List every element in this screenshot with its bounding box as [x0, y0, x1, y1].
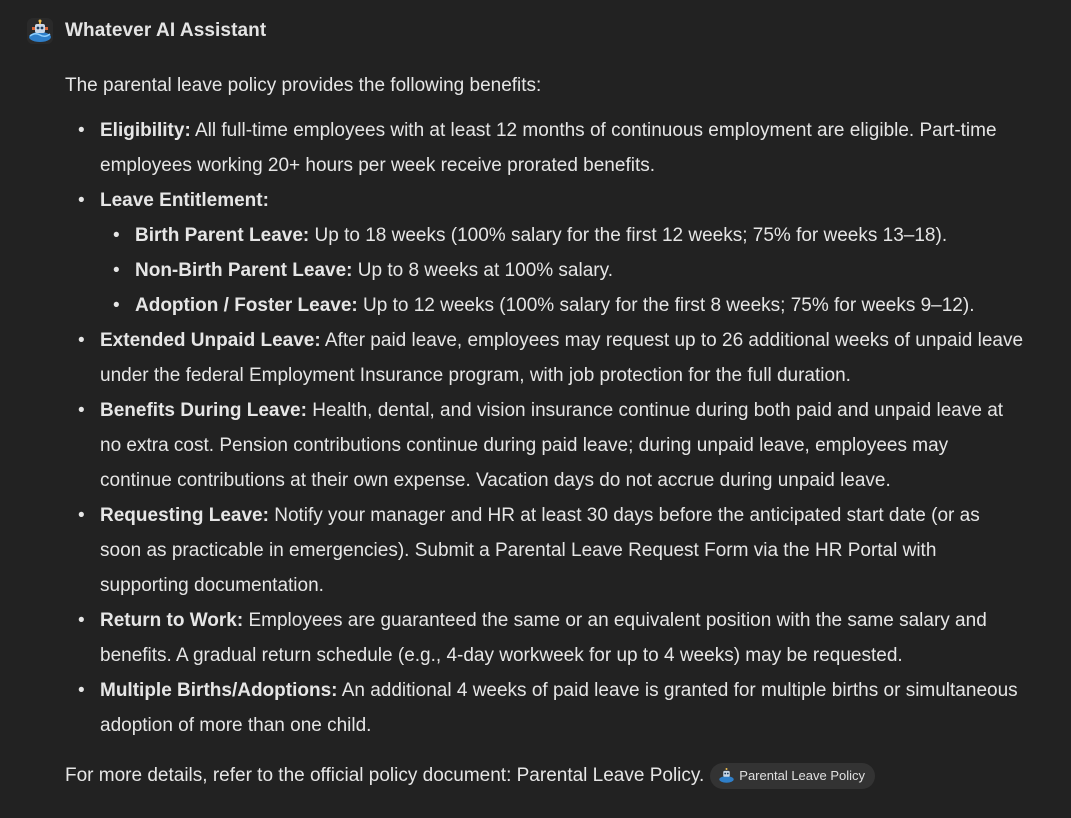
list-item-text: Health, dental, and vision insurance continue during both paid and unpaid leave at no extra cost. Pension contributions continue during paid leave; during unpaid leave, employees may continue contributions at their own expense. Vacation days do not accrue during unpaid leave. — [100, 400, 1004, 491]
sublist-item-text: Up to 8 weeks at 100% salary. — [352, 260, 613, 281]
citation-chip[interactable] — [710, 763, 875, 789]
list-item-extended-unpaid-leave — [100, 323, 1025, 393]
list-item-label: Eligibility: — [100, 120, 191, 141]
assistant-message — [65, 68, 1025, 793]
sublist-item-non-birth-parent — [135, 253, 1025, 288]
sublist-item-text: Up to 18 weeks (100% salary for the first 12 weeks; 75% for weeks 13–18). — [309, 225, 948, 246]
list-item-requesting-leave — [100, 498, 1025, 603]
robot-mascot-icon — [718, 767, 735, 784]
robot-mascot-icon — [27, 18, 53, 44]
citation-label: Parental Leave Policy — [739, 767, 866, 783]
list-item-leave-entitlement — [100, 183, 1025, 323]
list-item-text: Notify your manager and HR at least 30 days before the anticipated start date (or as soon as practicable in emergencies). Submit a Parental Leave Request Form via the HR Portal with supporting documentation. — [100, 505, 980, 596]
list-item-label: Extended Unpaid Leave: — [100, 330, 321, 351]
list-item-text: Employees are guaranteed the same or an equivalent position with the same salary and benefits. A gradual return schedule (e.g., 4-day workweek for up to 4 weeks) may be requested. — [100, 610, 987, 666]
sublist-item-adoption-foster — [135, 288, 1025, 323]
list-item-benefits-during-leave — [100, 393, 1025, 498]
assistant-name: Whatever AI Assistant — [65, 20, 267, 41]
benefits-list — [65, 113, 1025, 743]
list-item-multiple-births — [100, 673, 1025, 743]
list-item-eligibility — [100, 113, 1025, 183]
list-item-text: All full-time employees with at least 12 months of continuous employment are eligible. Part-time employees working 20+ hours per week receive prorated benefits. — [100, 120, 997, 176]
footer-text: For more details, refer to the official policy document: Parental Leave Policy. — [65, 765, 705, 786]
message-header — [27, 16, 266, 46]
leave-entitlement-sublist — [100, 218, 1025, 323]
sublist-item-label: Birth Parent Leave: — [135, 225, 310, 246]
list-item-text: After paid leave, employees may request up to 26 additional weeks of unpaid leave under the federal Employment Insurance program, with job protection for the full duration. — [100, 330, 1024, 386]
list-item-return-to-work — [100, 603, 1025, 673]
sublist-item-label: Adoption / Foster Leave: — [135, 295, 358, 316]
message-intro: The parental leave policy provides the following benefits: — [65, 75, 542, 96]
sublist-item-label: Non-Birth Parent Leave: — [135, 260, 353, 281]
sublist-item-text: Up to 12 weeks (100% salary for the first 8 weeks; 75% for weeks 9–12). — [357, 295, 975, 316]
list-item-label: Leave Entitlement: — [100, 190, 269, 211]
list-item-text: An additional 4 weeks of paid leave is granted for multiple births or simultaneous adoption of more than one child. — [100, 680, 1018, 736]
message-footer — [65, 758, 1025, 793]
list-item-label: Benefits During Leave: — [100, 400, 307, 421]
list-item-label: Requesting Leave: — [100, 505, 269, 526]
list-item-label: Multiple Births/Adoptions: — [100, 680, 338, 701]
list-item-label: Return to Work: — [100, 610, 244, 631]
sublist-item-birth-parent — [135, 218, 1025, 253]
